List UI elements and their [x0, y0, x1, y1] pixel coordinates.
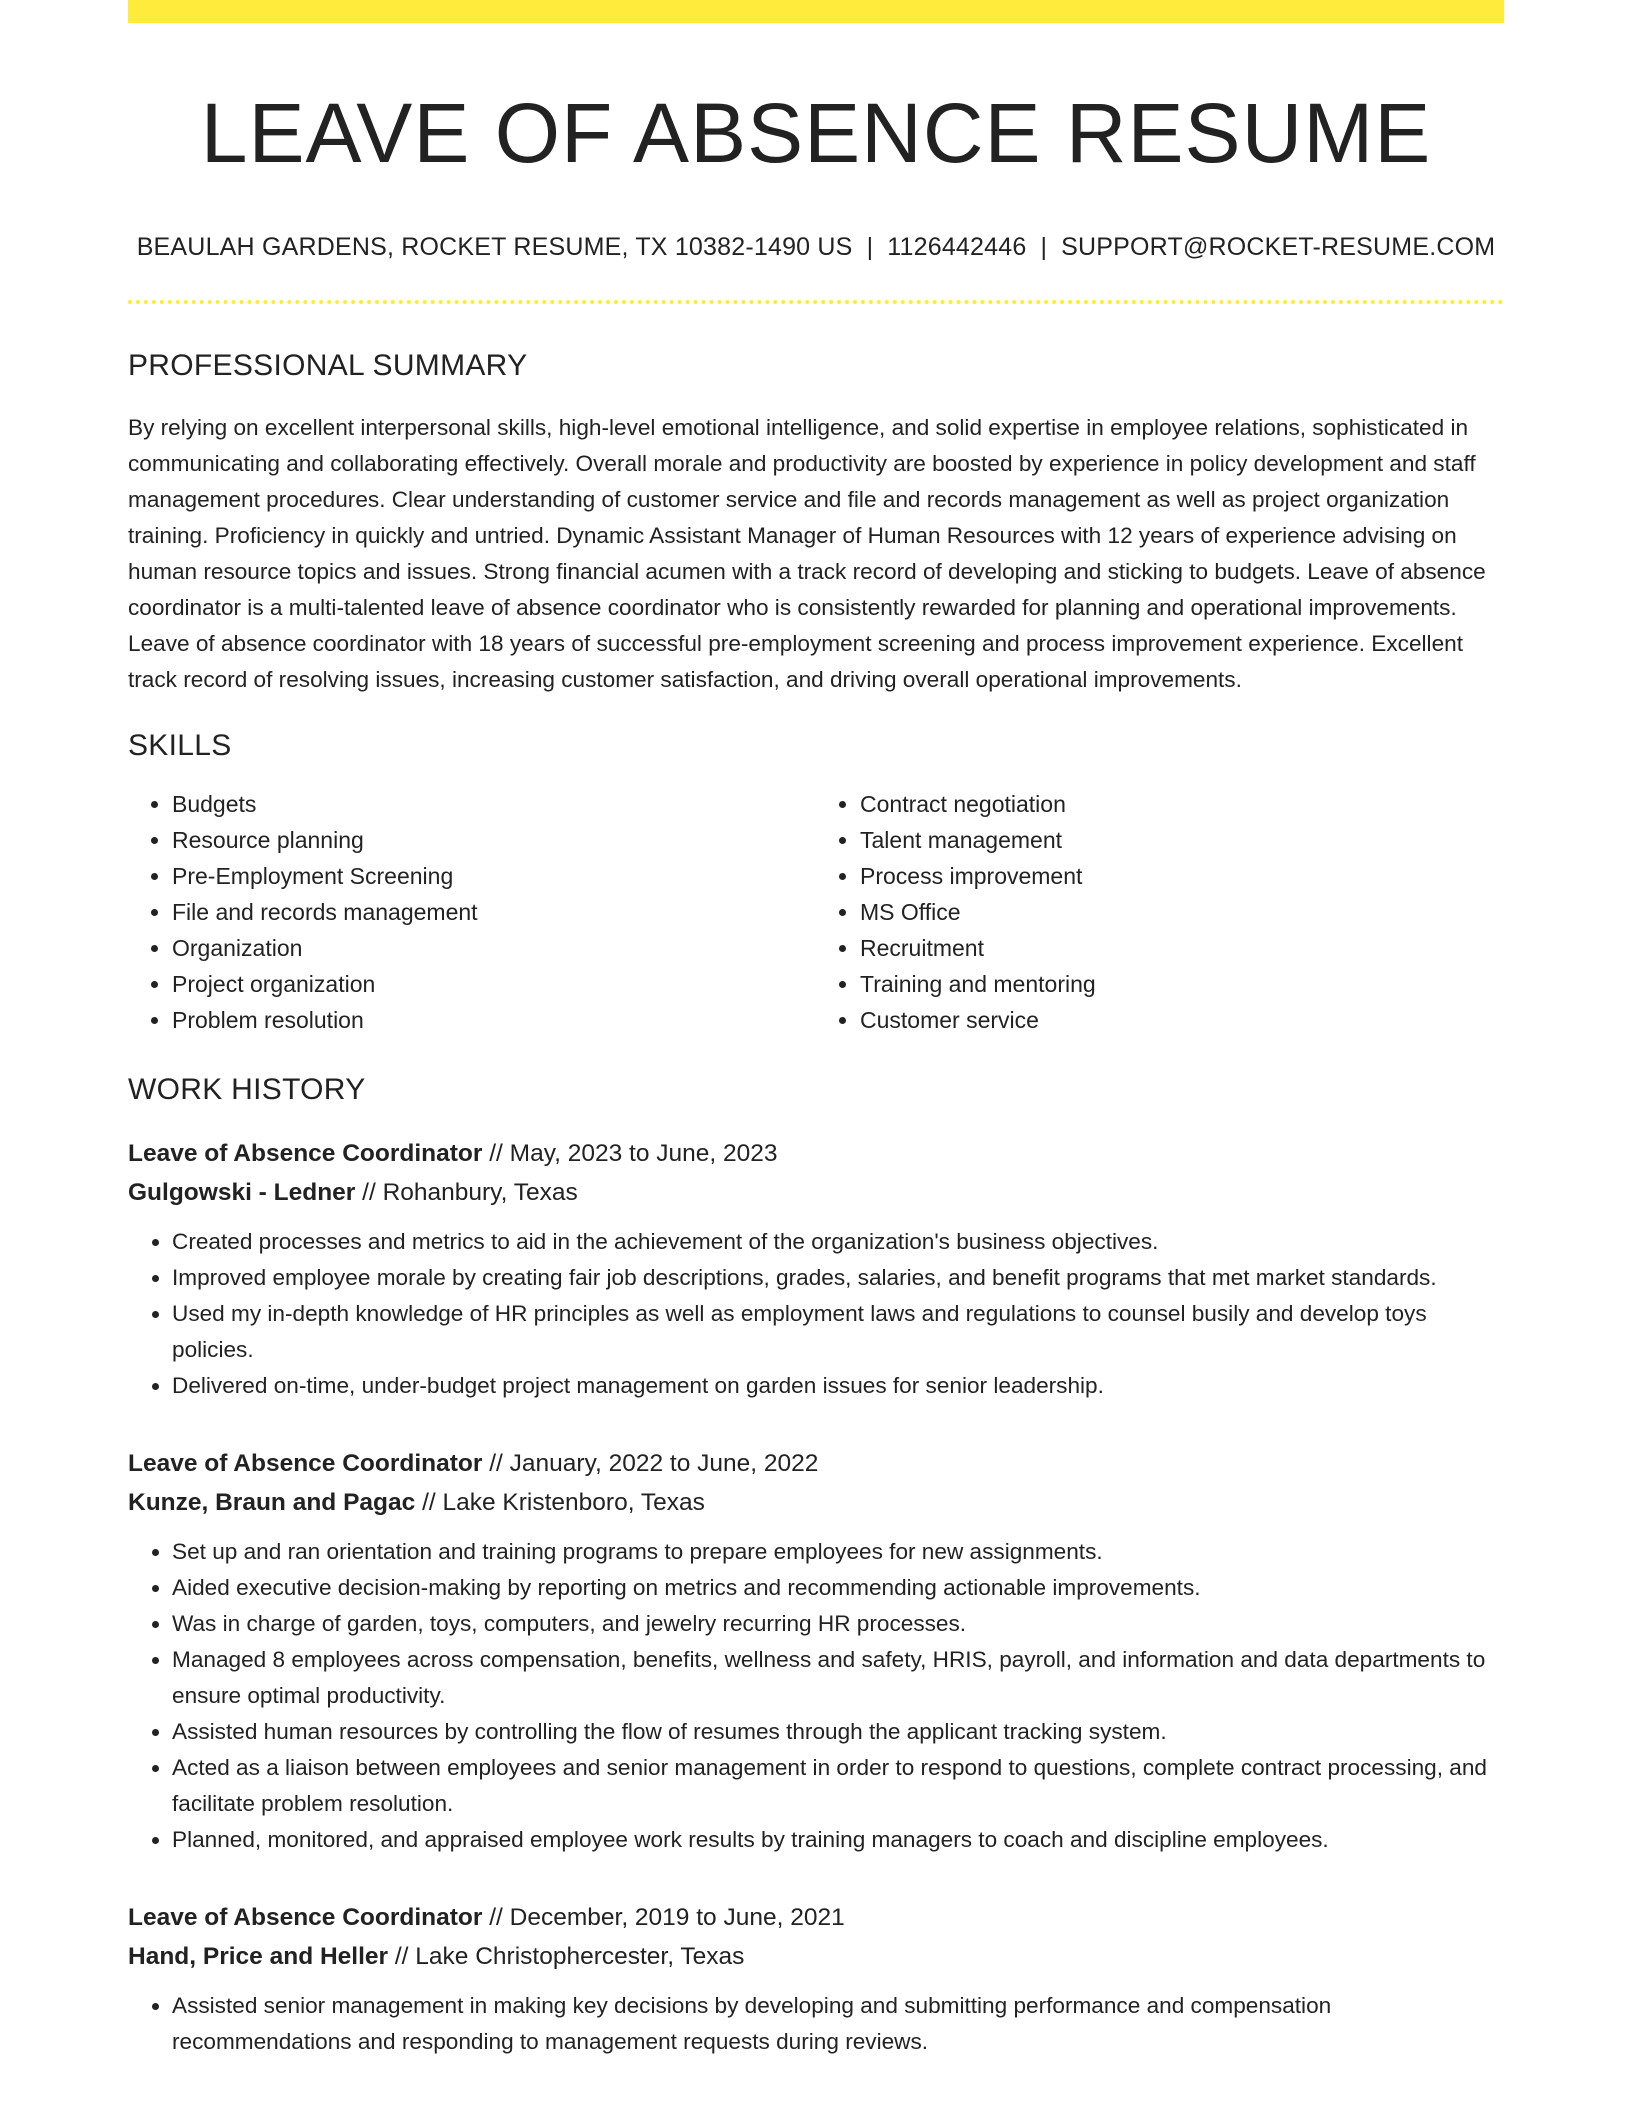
job-role: Leave of Absence Coordinator [128, 1139, 483, 1167]
job-bullet: • Was in charge of garden, toys, computers, and jewelry recurring HR processes. [172, 1606, 1504, 1642]
skill-item: • Project organization [172, 966, 816, 1002]
contact-email: SUPPORT@ROCKET-RESUME.COM [1061, 232, 1496, 261]
job-location: // Lake Christophercester, Texas [394, 1942, 745, 1970]
contact-separator: | [1040, 232, 1048, 261]
skill-item: • Process improvement [860, 858, 1504, 894]
skill-item: • Resource planning [172, 822, 816, 858]
contact-line [128, 232, 1504, 262]
job-bullet: • Improved employee morale by creating fair job descriptions, grades, salaries, and benefit programs that met market standards. [172, 1260, 1504, 1296]
skill-item: • Training and mentoring [860, 966, 1504, 1002]
summary-text: By relying on excellent interpersonal skills, high-level emotional intelligence, and solid expertise in employee relations, sophisticated in communicating and collaborating effectively. Overall morale and productivity are boosted by experience in policy development and staff management procedures. Clear understanding of customer service and file and records management as well as project organization training. Proficiency in quickly and untried. Dynamic Assistant Manager of Human Resources with 12 years of experience advising on human resource topics and issues. Strong financial acumen with a track record of developing and sticking to budgets. Leave of absence coordinator is a multi-talented leave of absence coordinator who is consistently rewarded for planning and operational improvements. Leave of absence coordinator with 18 years of successful pre-employment screening and process improvement experience. Excellent track record of resolving issues, increasing customer satisfaction, and driving overall operational improvements. [128, 414, 1486, 692]
skill-item: • Budgets [172, 786, 816, 822]
skill-item: • Customer service [860, 1002, 1504, 1038]
job-dates: // January, 2022 to June, 2022 [489, 1449, 819, 1477]
job-dates: // May, 2023 to June, 2023 [489, 1139, 778, 1167]
job-role-line [128, 1444, 1504, 1483]
job-entry [128, 1134, 1504, 1404]
skill-item: • Problem resolution [172, 1002, 816, 1038]
job-location: // Rohanbury, Texas [362, 1178, 578, 1206]
job-bullet: • Assisted senior management in making key decisions by developing and submitting performance and compensation recommendations and responding to management requests during reviews. [172, 1988, 1504, 2060]
job-bullet: • Used my in-depth knowledge of HR principles as well as employment laws and regulations to counsel busily and develop toys policies. [172, 1296, 1504, 1368]
job-role-line [128, 1898, 1504, 1937]
job-bullet: • Acted as a liaison between employees and senior management in order to respond to questions, complete contract processing, and facilitate problem resolution. [172, 1750, 1504, 1822]
header-divider [128, 300, 1504, 304]
job-location: // Lake Kristenboro, Texas [422, 1488, 705, 1516]
job-entry [128, 1444, 1504, 1858]
job-bullet: • Delivered on-time, under-budget project management on garden issues for senior leadership. [172, 1368, 1504, 1404]
job-company-line [128, 1173, 1504, 1212]
skills-heading: SKILLS [128, 728, 232, 762]
job-role-line [128, 1134, 1504, 1173]
job-bullet: • Set up and ran orientation and training programs to prepare employees for new assignments. [172, 1534, 1504, 1570]
job-bullets [128, 1534, 1504, 1858]
top-accent-bar [128, 0, 1504, 23]
job-bullets [128, 1224, 1504, 1404]
skills-list [128, 786, 1504, 1038]
resume-title: LEAVE OF ABSENCE RESUME [200, 86, 1432, 180]
summary-heading: PROFESSIONAL SUMMARY [128, 348, 528, 382]
contact-address: BEAULAH GARDENS, ROCKET RESUME, TX 10382-1490 US [136, 232, 853, 261]
job-bullet: • Planned, monitored, and appraised employee work results by training managers to coach and discipline employees. [172, 1822, 1504, 1858]
job-entry [128, 1898, 1504, 2060]
work-history-heading: WORK HISTORY [128, 1072, 366, 1106]
job-company-line [128, 1483, 1504, 1522]
skills-column-left [128, 786, 816, 1038]
job-role: Leave of Absence Coordinator [128, 1903, 483, 1931]
skill-item: • Contract negotiation [860, 786, 1504, 822]
job-bullet: • Aided executive decision-making by reporting on metrics and recommending actionable improvements. [172, 1570, 1504, 1606]
job-company-line [128, 1937, 1504, 1976]
job-company: Hand, Price and Heller [128, 1942, 389, 1970]
resume-page [128, 0, 1504, 2060]
skill-item: • MS Office [860, 894, 1504, 930]
job-bullet: • Assisted human resources by controlling the flow of resumes through the applicant tracking system. [172, 1714, 1504, 1750]
skill-item: • Recruitment [860, 930, 1504, 966]
job-dates: // December, 2019 to June, 2021 [489, 1903, 845, 1931]
contact-separator: | [866, 232, 874, 261]
job-bullet: • Created processes and metrics to aid in the achievement of the organization's business objectives. [172, 1224, 1504, 1260]
skill-item: • Pre-Employment Screening [172, 858, 816, 894]
skill-item: • Talent management [860, 822, 1504, 858]
job-role: Leave of Absence Coordinator [128, 1449, 483, 1477]
skill-item: • Organization [172, 930, 816, 966]
job-company: Kunze, Braun and Pagac [128, 1488, 416, 1516]
job-bullet: • Managed 8 employees across compensation, benefits, wellness and safety, HRIS, payroll, and information and data departments to ensure optimal productivity. [172, 1642, 1504, 1714]
job-bullets [128, 1988, 1504, 2060]
contact-phone: 1126442446 [887, 232, 1027, 261]
skills-column-right [816, 786, 1504, 1038]
job-company: Gulgowski - Ledner [128, 1178, 356, 1206]
skill-item: • File and records management [172, 894, 816, 930]
